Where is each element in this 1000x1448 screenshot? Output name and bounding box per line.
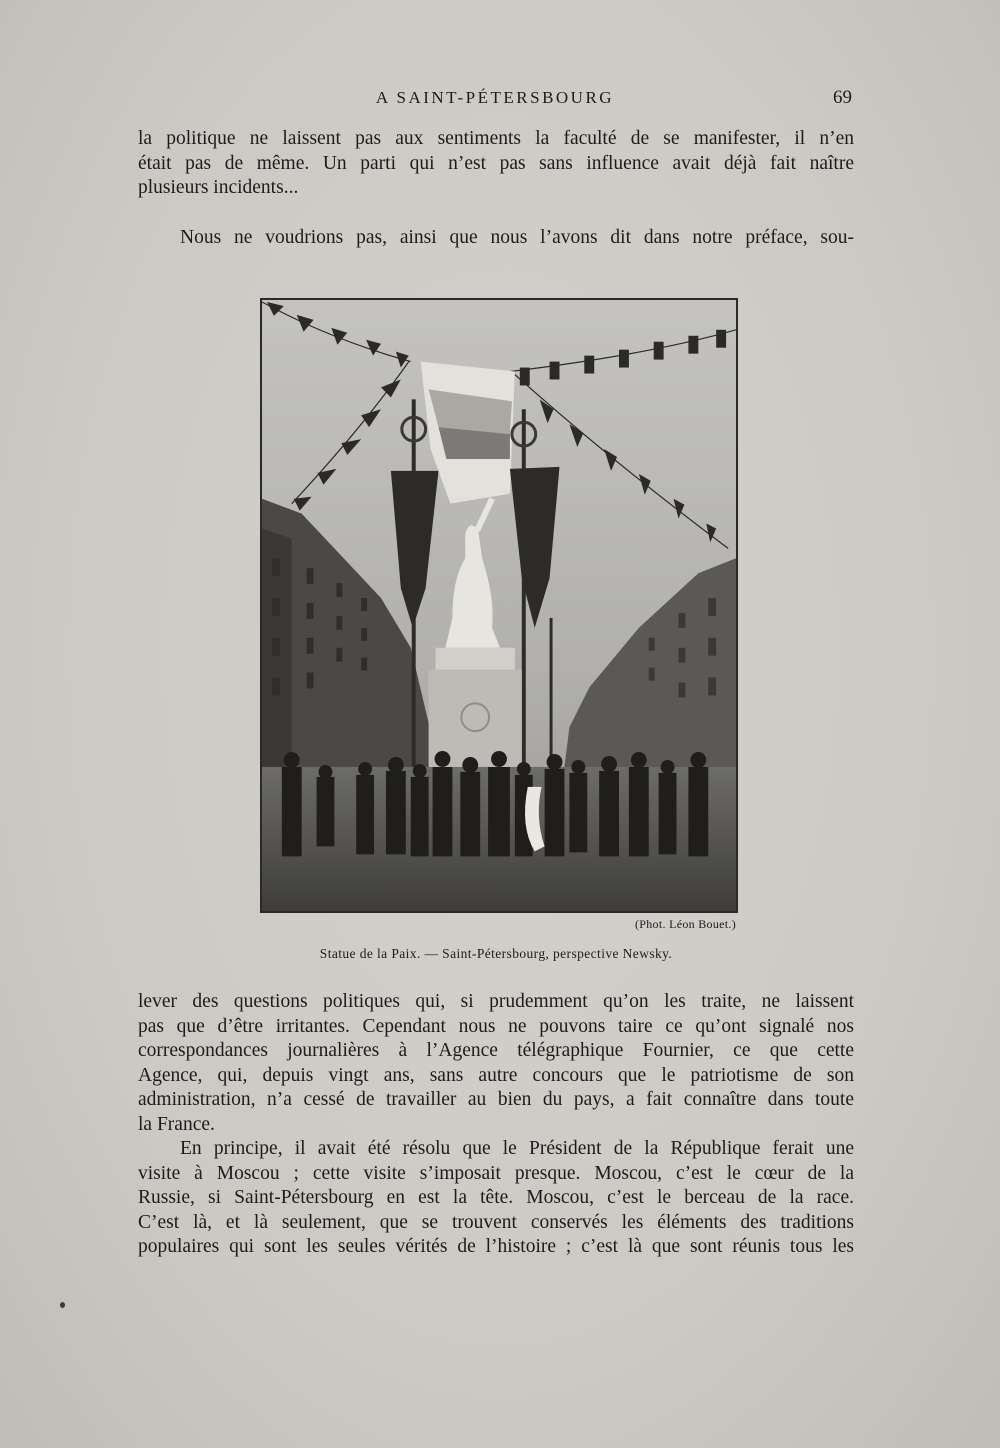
- text-line: Agence, qui, depuis vingt ans, sans autre concours que le patriotisme de son: [138, 1064, 854, 1086]
- text-line: visite à Moscou ; cette visite s’imposait presque. Moscou, c’est le cœur de la: [138, 1162, 854, 1184]
- text-line: correspondances journalières à l’Agence télégraphique Fournier, ce que cette: [138, 1040, 854, 1061]
- text-line: était pas de même. Un parti qui n’est pas sans influence avait déjà fait naître: [138, 152, 854, 174]
- text-line: lever des questions politiques qui, si prudemment qu’on les traite, ne laissent: [138, 991, 854, 1012]
- ink-spot: [60, 1302, 65, 1308]
- running-head: [138, 88, 852, 112]
- text-line: plusieurs incidents...: [138, 177, 299, 198]
- text-line: administration, n’a cessé de travailler au bien du pays, a fait connaître dans toute: [138, 1089, 854, 1110]
- paragraph-top-1: [138, 127, 854, 201]
- figure-caption: Statue de la Paix. — Saint-Pétersbourg, perspective Newsky.: [319, 946, 673, 961]
- page-number: 69: [833, 87, 852, 108]
- text-line: Nous ne voudrions pas, ainsi que nous l’avons dit dans notre préface, sou-: [180, 227, 854, 248]
- text-line: C’est là, et là seulement, que se trouvent conservés les éléments des traditions: [138, 1211, 854, 1233]
- running-title: A SAINT-PÉTERSBOURG: [375, 88, 615, 107]
- paragraph-bottom-2: [138, 1137, 854, 1260]
- photograph: [260, 298, 738, 913]
- text-line: Russie, si Saint-Pétersbourg en est la tête. Moscou, c’est le berceau de la race.: [138, 1187, 854, 1208]
- text-line: la France.: [138, 1113, 215, 1135]
- text-line: En principe, il avait été résolu que le Président de la République ferait une: [180, 1138, 854, 1159]
- text-line: pas que d’être irritantes. Cependant nous ne pouvons taire ce qu’ont signalé nos: [138, 1015, 854, 1037]
- paragraph-bottom-1: [138, 990, 854, 1137]
- photo-credit: (Phot. Léon Bouet.): [634, 917, 736, 931]
- text-line: populaires qui sont les seules vérités de l’histoire ; c’est là que sont réunis tous les: [138, 1236, 854, 1257]
- paragraph-top-2: [138, 226, 854, 251]
- photo-statue-de-la-paix: [262, 300, 736, 911]
- text-line: la politique ne laissent pas aux sentiments la faculté de se manifester, il n’en: [138, 128, 854, 149]
